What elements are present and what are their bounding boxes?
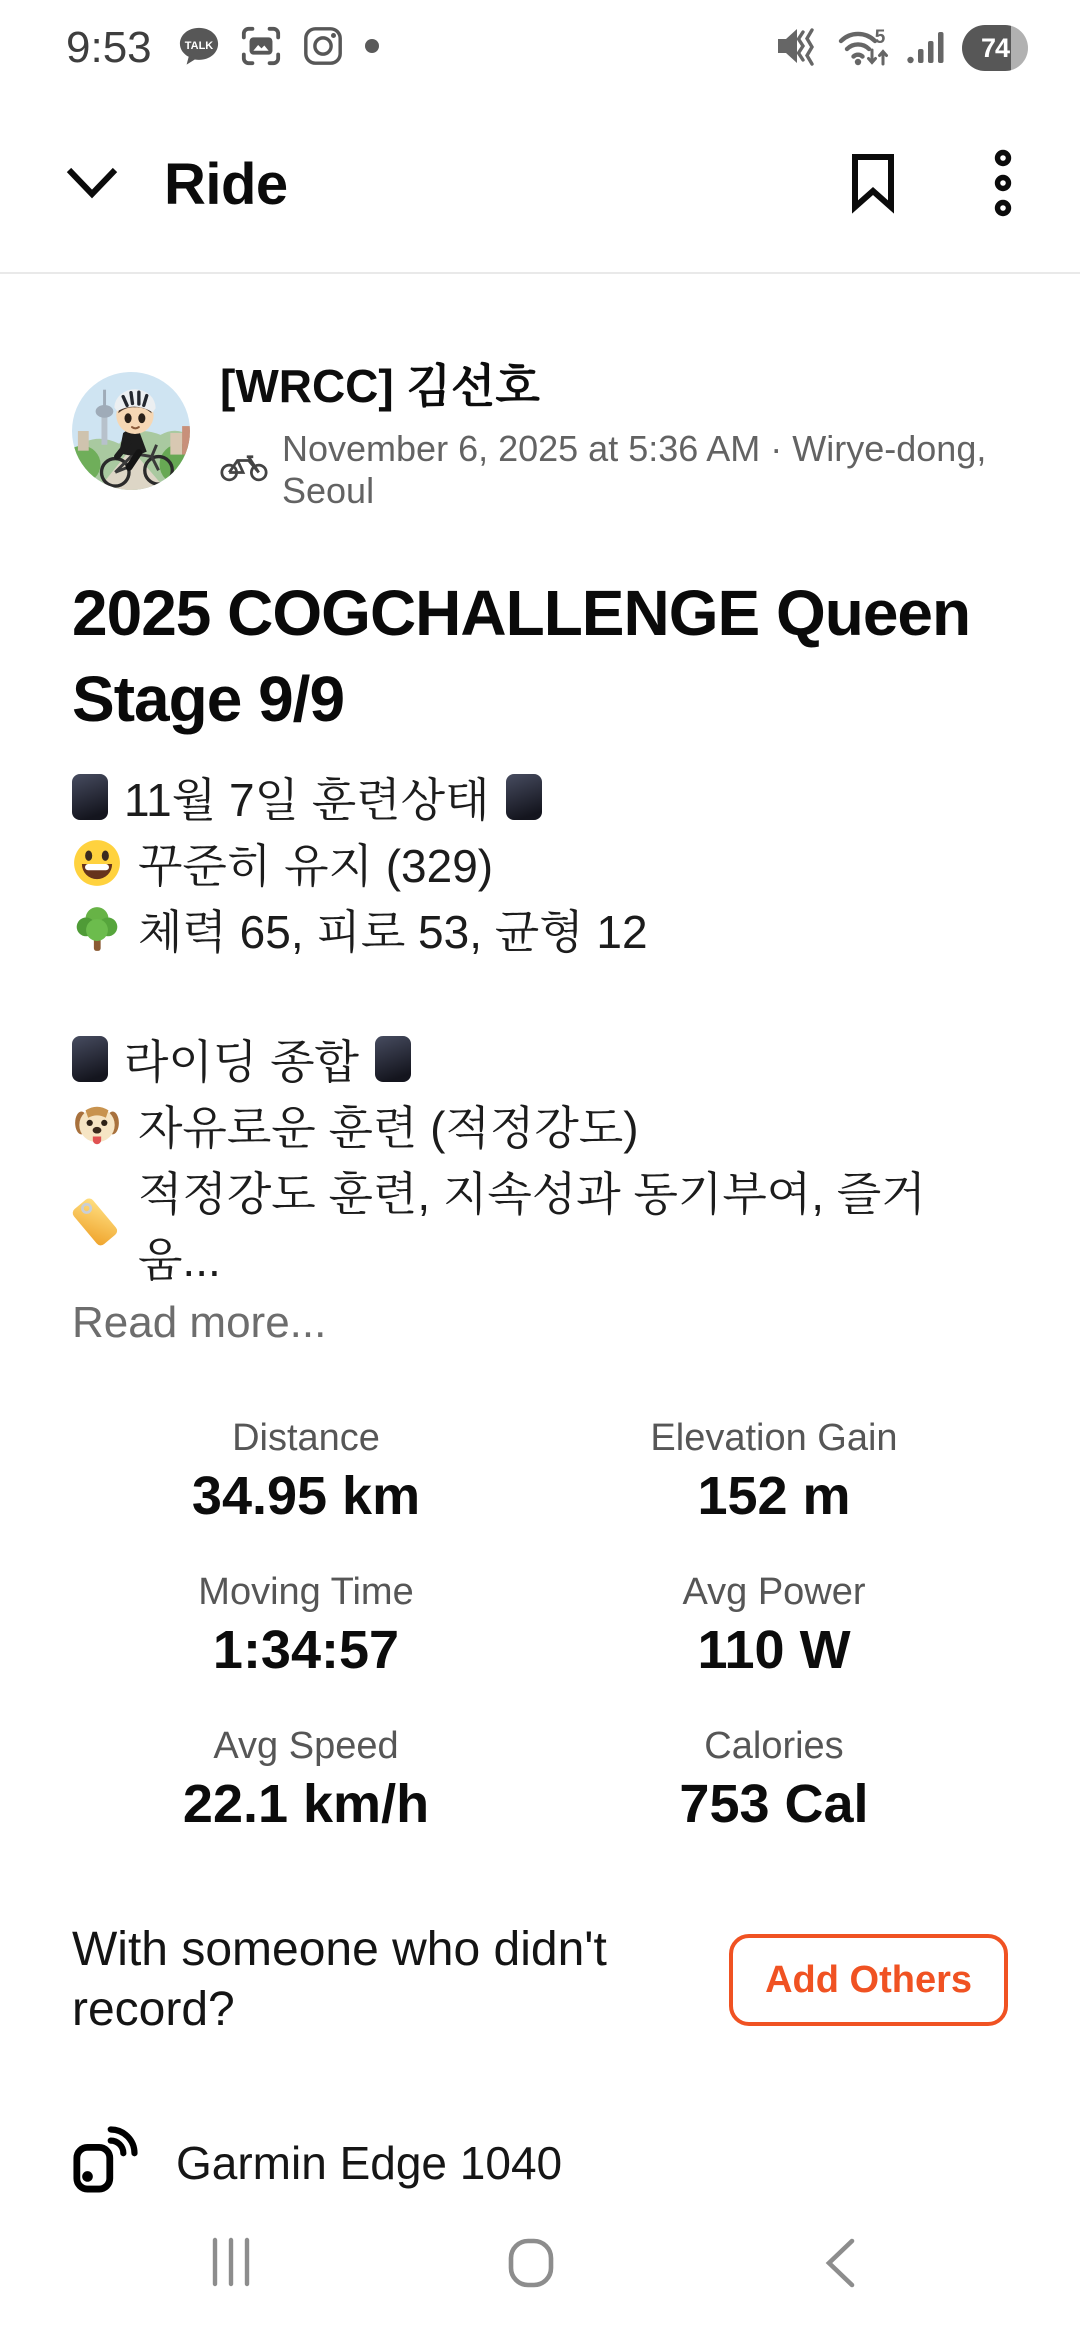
wifi-5g-icon [836,23,890,74]
read-more-link[interactable]: Read more... [72,1298,327,1347]
black-square-emoji [506,774,542,820]
recents-button[interactable] [209,2238,253,2289]
activity-title: 2025 COGCHALLENGE Queen Stage 9/9 [72,577,971,735]
bookmark-button[interactable] [848,153,898,216]
black-square-emoji [375,1036,411,1082]
stats-grid [72,1414,1008,1836]
home-icon [508,2276,554,2291]
description-blank-line [72,962,1008,1026]
system-nav-bar [0,2212,1080,2340]
black-square-emoji [72,1036,108,1082]
add-others-row [72,1920,1008,2040]
activity-detail [0,274,1080,2212]
bookmark-icon [848,153,898,216]
description-line: 꾸준히 유지 (329) [72,830,1008,896]
instagram-icon [302,25,344,72]
athlete-row[interactable] [72,350,1008,512]
avatar[interactable] [72,372,190,490]
description-line: 자유로운 훈련 (적정강도) [72,1092,1008,1158]
home-button[interactable] [508,2238,554,2291]
app-header [0,96,1080,272]
kakaotalk-icon [178,25,220,72]
back-icon [824,2276,856,2291]
label-tag-emoji [72,1199,122,1249]
device-row [72,2126,1008,2199]
svg-text:TALK: TALK [184,39,213,52]
description-line: 체력 65, 피로 53, 균형 12 [72,896,1008,962]
clock: 9:53 [66,23,152,72]
athlete-name[interactable]: [WRCC] 김선호 [220,360,540,412]
back-button[interactable] [824,2238,856,2291]
chevron-down-icon [64,165,120,204]
black-square-emoji [72,774,108,820]
stat-calories: Calories 753 Cal [679,1725,869,1834]
dog-face-emoji [72,1100,122,1150]
description-line: 11월 7일 훈련상태 [72,764,1008,830]
overflow-menu-icon [990,150,1016,219]
activity-type-selector[interactable] [64,151,288,218]
signal-icon [906,26,946,71]
screenshot-icon [240,25,282,72]
bicycle-icon [220,449,268,491]
grinning-face-emoji [72,838,122,888]
notification-dot [364,38,380,59]
stat-distance: Distance 34.95 km [191,1417,421,1526]
add-others-button[interactable]: Add Others [729,1934,1008,2026]
recording-device-icon [72,2126,134,2199]
mute-vibrate-icon [776,25,820,72]
activity-meta: November 6, 2025 at 5:36 AM · Wirye-dong, Seoul [282,428,987,511]
page-title: Ride [164,151,288,217]
battery-indicator: 74 [962,25,1028,71]
overflow-menu-button[interactable] [990,150,1016,219]
device-name: Garmin Edge 1040 [176,2136,563,2189]
stat-avg-speed: Avg Speed 22.1 km/h [182,1725,430,1834]
add-others-question: With someone who didn't record? [72,1923,607,2036]
status-bar [0,0,1080,96]
svg-text:5: 5 [874,26,886,48]
recents-icon [209,2274,253,2289]
stat-elevation-gain: Elevation Gain 152 m [650,1417,898,1526]
stat-avg-power: Avg Power 110 W [682,1571,866,1680]
tree-emoji [72,904,122,954]
description-line: 적정강도 훈련, 지속성과 동기부여, 즐거움... [72,1158,1008,1290]
description-line: 라이딩 종합 [72,1026,1008,1092]
stat-moving-time: Moving Time 1:34:57 [198,1571,414,1680]
activity-description [72,764,1008,1290]
